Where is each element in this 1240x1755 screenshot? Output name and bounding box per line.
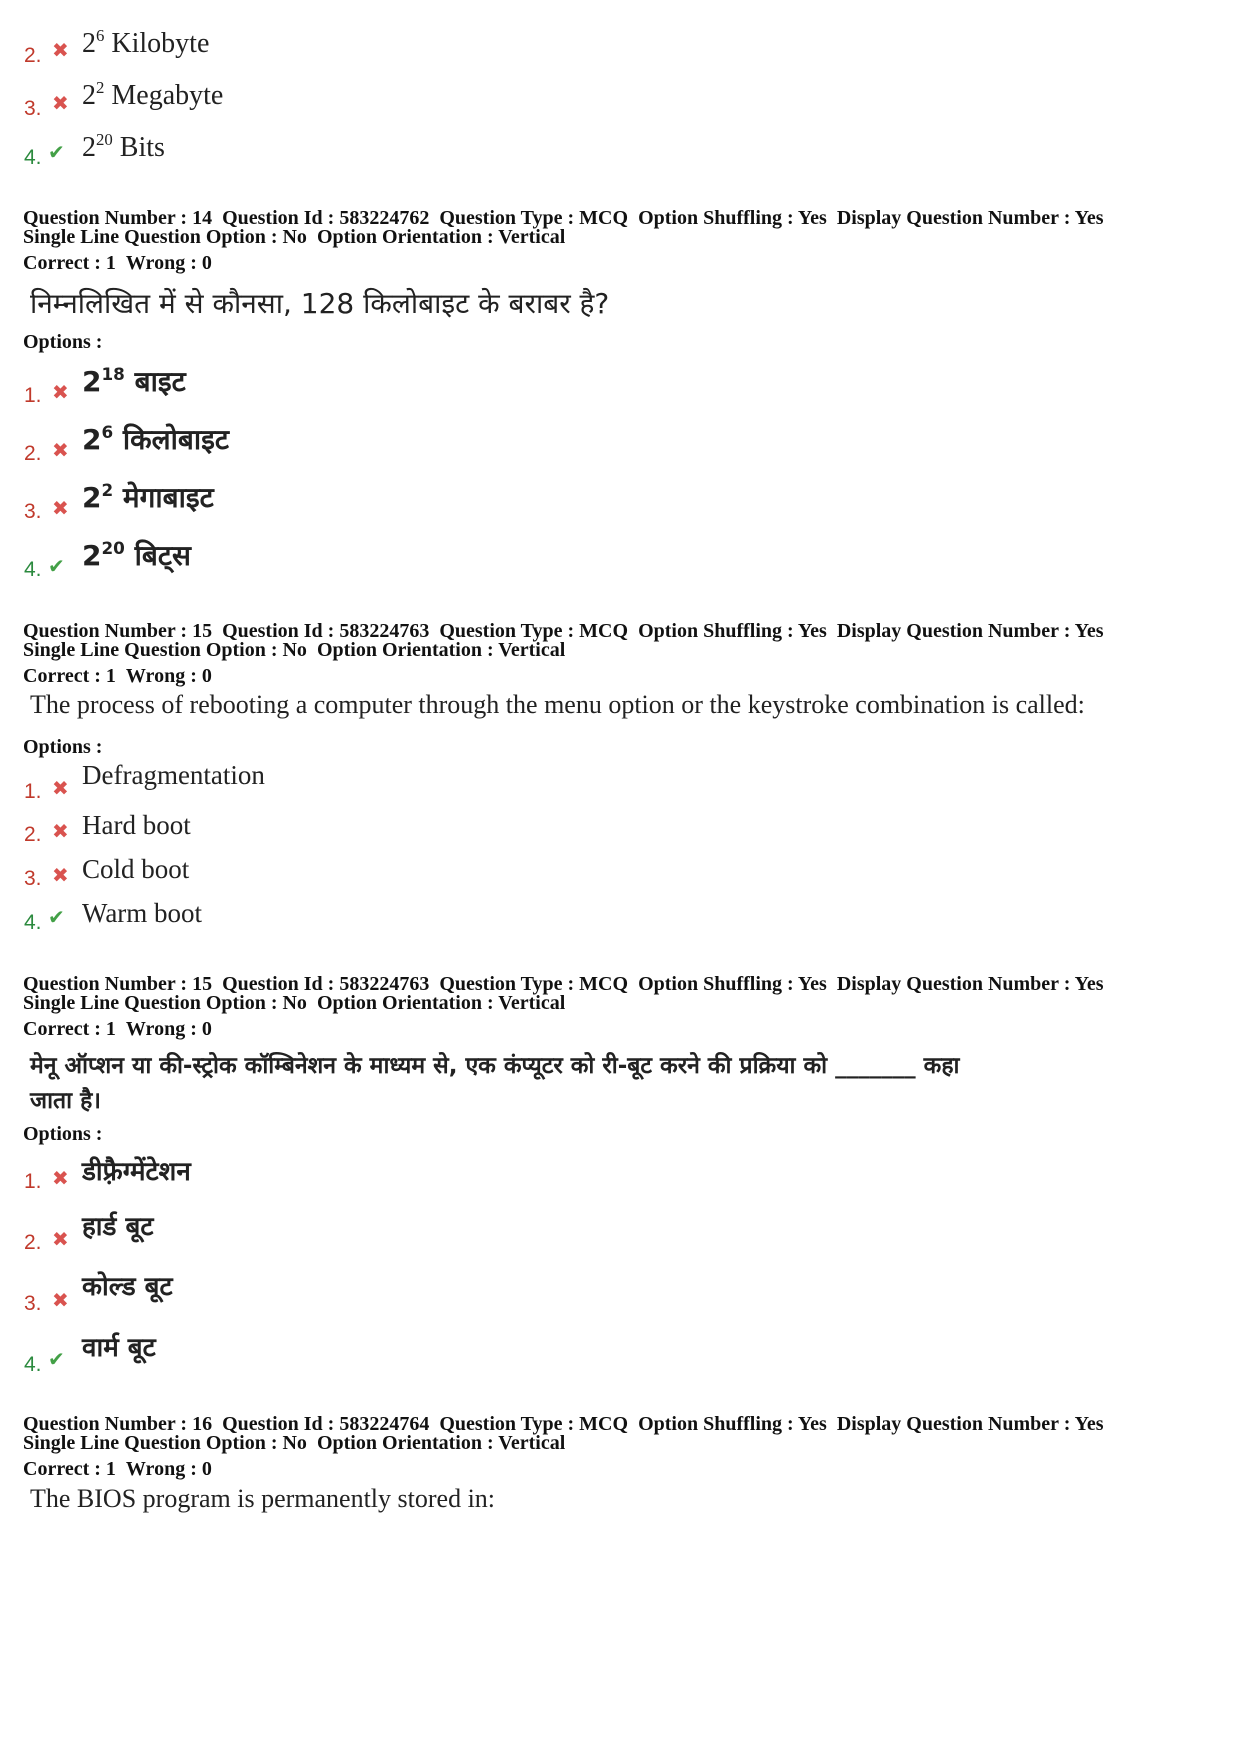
wrong-icon: ✖: [52, 496, 69, 520]
option-number: 3.: [24, 97, 42, 120]
option-number: 2.: [24, 1231, 42, 1254]
check-icon: ✔: [48, 554, 65, 578]
marking-scheme: Correct : 1 Wrong : 0: [23, 1018, 212, 1040]
question-meta: Single Line Question Option : No Option Orientation : Vertical: [23, 639, 566, 661]
marking-scheme: Correct : 1 Wrong : 0: [23, 252, 212, 274]
option-number: 1.: [24, 384, 42, 407]
question-meta: Single Line Question Option : No Option Orientation : Vertical: [23, 226, 566, 248]
wrong-icon: ✖: [52, 1166, 69, 1190]
question-text-cont: जाता है।: [30, 1088, 102, 1114]
option-number: 3.: [24, 500, 42, 523]
option-text: डीफ़्रैग्मेंटेशन: [82, 1157, 191, 1187]
wrong-icon: ✖: [52, 776, 69, 800]
option-number: 1.: [24, 780, 42, 803]
option-number: 2.: [24, 823, 42, 846]
option-number: 4.: [24, 146, 42, 169]
option-text: $2^{18}$ बाइट: [82, 364, 186, 398]
check-icon: ✔: [48, 140, 65, 164]
marking-scheme: Correct : 1 Wrong : 0: [23, 665, 212, 687]
option-number: 2.: [24, 442, 42, 465]
option-number: 4.: [24, 558, 42, 581]
option-text: $2^2$ Megabyte: [82, 78, 224, 111]
wrong-icon: ✖: [52, 863, 69, 887]
option-text: वार्म बूट: [82, 1333, 156, 1363]
options-label: Options :: [23, 1123, 103, 1145]
question-text: The process of rebooting a computer through the menu option or the keystroke combination is called:: [30, 690, 1085, 719]
option-number: 4.: [24, 911, 42, 934]
option-number: 2.: [24, 44, 42, 67]
question-meta: Question Number : 15 Question Id : 583224763 Question Type : MCQ Option Shuffling : Yes Display Question Number : Yes: [23, 620, 1104, 642]
option-text: $2^6$ Kilobyte: [82, 26, 210, 59]
wrong-icon: ✖: [52, 819, 69, 843]
wrong-icon: ✖: [52, 91, 69, 115]
marking-scheme: Correct : 1 Wrong : 0: [23, 1458, 212, 1480]
wrong-icon: ✖: [52, 380, 69, 404]
option-text: Defragmentation: [82, 760, 265, 790]
option-text: हार्ड बूट: [82, 1212, 154, 1242]
question-meta: Question Number : 14 Question Id : 583224762 Question Type : MCQ Option Shuffling : Yes Display Question Number : Yes: [23, 207, 1104, 229]
option-number: 1.: [24, 1170, 42, 1193]
question-meta: Single Line Question Option : No Option Orientation : Vertical: [23, 992, 566, 1014]
wrong-icon: ✖: [52, 438, 69, 462]
wrong-icon: ✖: [52, 38, 69, 62]
check-icon: ✔: [48, 1347, 65, 1371]
options-label: Options :: [23, 736, 103, 758]
question-meta: Single Line Question Option : No Option Orientation : Vertical: [23, 1432, 566, 1454]
option-text: $2^2$ मेगाबाइट: [82, 480, 214, 514]
option-number: 3.: [24, 867, 42, 890]
options-label: Options :: [23, 331, 103, 353]
option-text: Cold boot: [82, 854, 190, 884]
question-text: The BIOS program is permanently stored in:: [30, 1484, 496, 1513]
check-icon: ✔: [48, 905, 65, 929]
question-meta: Question Number : 16 Question Id : 583224764 Question Type : MCQ Option Shuffling : Yes Display Question Number : Yes: [23, 1413, 1104, 1435]
option-text: Warm boot: [82, 898, 203, 928]
question-text: मेनू ऑप्शन या की-स्ट्रोक कॉम्बिनेशन के माध्यम से, एक कंप्यूटर को री-बूट करने की प्रक्रिया को _______ कहा: [30, 1053, 960, 1079]
wrong-icon: ✖: [52, 1227, 69, 1251]
option-number: 3.: [24, 1292, 42, 1315]
question-text: निम्नलिखित में से कौनसा, 128 किलोबाइट के बराबर है?: [30, 287, 610, 320]
option-text: $2^6$ किलोबाइट: [82, 422, 230, 456]
option-text: $2^{20}$ बिट्स: [82, 538, 191, 572]
wrong-icon: ✖: [52, 1288, 69, 1312]
option-text: $2^{20}$ Bits: [82, 130, 165, 163]
option-text: कोल्ड बूट: [82, 1272, 173, 1302]
question-meta: Question Number : 15 Question Id : 583224763 Question Type : MCQ Option Shuffling : Yes Display Question Number : Yes: [23, 973, 1104, 995]
option-number: 4.: [24, 1353, 42, 1376]
option-text: Hard boot: [82, 810, 191, 840]
